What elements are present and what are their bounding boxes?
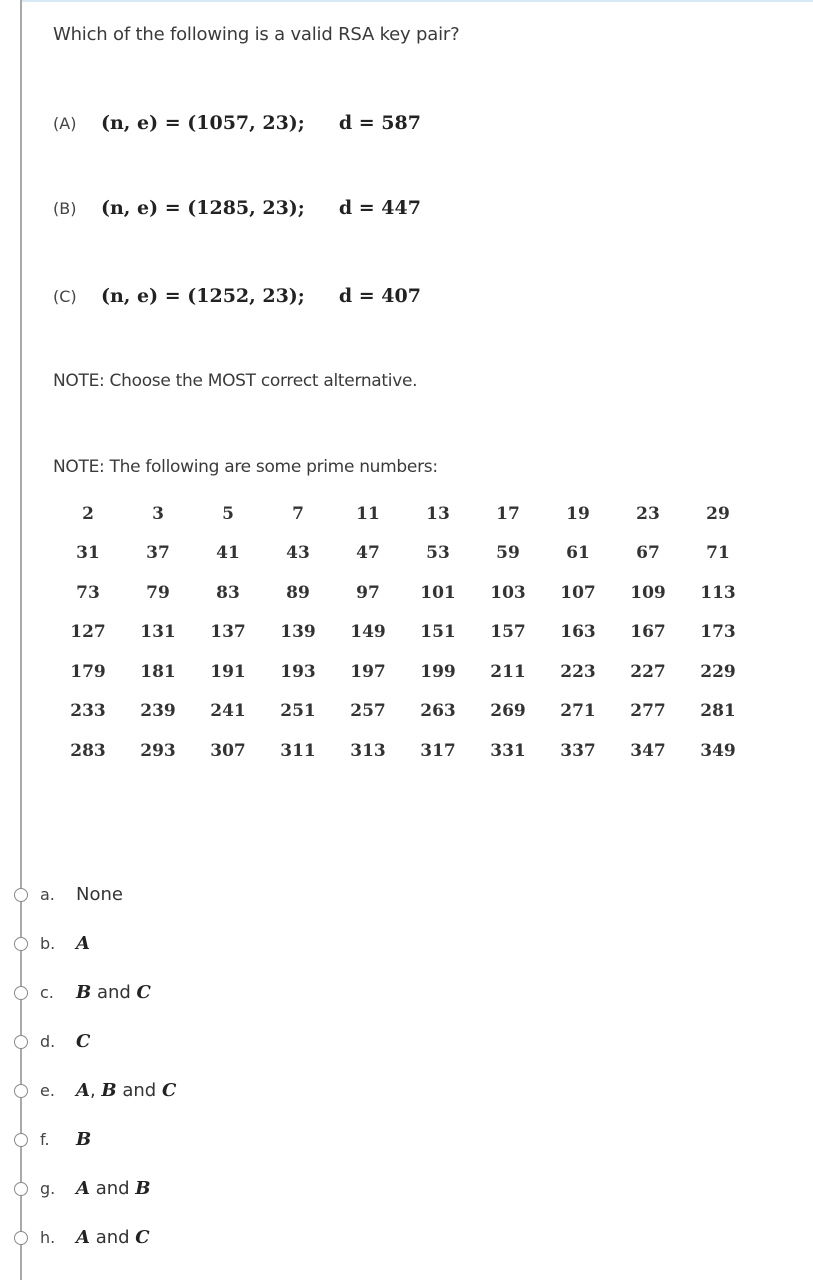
- radio-button[interactable]: [14, 888, 28, 902]
- prime-cell: 271: [560, 701, 596, 722]
- prime-cell: 137: [210, 622, 246, 643]
- option-letter: (B): [53, 198, 77, 218]
- choice-label: None: [76, 884, 123, 905]
- prime-cell: 277: [630, 701, 666, 722]
- top-border: [20, 0, 813, 2]
- prime-cell: 59: [496, 543, 520, 564]
- primes-row: [53, 573, 753, 613]
- prime-cell: 113: [700, 582, 736, 603]
- answer-choice-d[interactable]: [14, 1017, 176, 1066]
- radio-button[interactable]: [14, 986, 28, 1000]
- prime-cell: 293: [140, 740, 176, 761]
- prime-cell: 229: [700, 661, 736, 682]
- prime-cell: 151: [420, 622, 456, 643]
- prime-cell: 157: [490, 622, 526, 643]
- prime-cell: 347: [630, 740, 666, 761]
- radio-button[interactable]: [14, 937, 28, 951]
- prime-cell: 269: [490, 701, 526, 722]
- prime-cell: 251: [280, 701, 316, 722]
- prime-cell: 139: [280, 622, 316, 643]
- prime-cell: 173: [700, 622, 736, 643]
- choice-label: A and C: [76, 1227, 150, 1248]
- private-key: d = 407: [338, 285, 421, 307]
- radio-button[interactable]: [14, 1035, 28, 1049]
- prime-cell: 83: [216, 582, 240, 603]
- prime-cell: 311: [280, 740, 316, 761]
- prime-cell: 331: [490, 740, 526, 761]
- answer-choices: [14, 870, 176, 1262]
- prime-cell: 241: [210, 701, 246, 722]
- key-pair: (n, e) = (1252, 23);: [101, 285, 305, 307]
- answer-choice-a[interactable]: [14, 870, 176, 919]
- choice-label: A and B: [76, 1178, 151, 1199]
- radio-button[interactable]: [14, 1084, 28, 1098]
- answer-choice-h[interactable]: [14, 1213, 176, 1262]
- prime-cell: 7: [292, 503, 304, 524]
- prime-cell: 109: [630, 582, 666, 603]
- choice-letter: b.: [40, 934, 56, 953]
- radio-button[interactable]: [14, 1182, 28, 1196]
- prime-cell: 223: [560, 661, 596, 682]
- prime-cell: 257: [350, 701, 386, 722]
- prime-cell: 127: [70, 622, 106, 643]
- prime-cell: 317: [420, 740, 456, 761]
- prime-cell: 67: [636, 543, 660, 564]
- primes-table: [53, 494, 753, 771]
- prime-cell: 13: [426, 503, 450, 524]
- question-text: Which of the following is a valid RSA key pair?: [53, 24, 460, 45]
- prime-cell: 61: [566, 543, 590, 564]
- answer-choice-f[interactable]: [14, 1115, 176, 1164]
- option-math: [101, 197, 421, 219]
- prime-cell: 349: [700, 740, 736, 761]
- prime-cell: 47: [356, 543, 380, 564]
- choice-label: B and C: [76, 982, 151, 1003]
- choice-letter: g.: [40, 1179, 56, 1198]
- answer-choice-b[interactable]: [14, 919, 176, 968]
- key-pair: (n, e) = (1285, 23);: [101, 197, 305, 219]
- option-b: [53, 193, 421, 223]
- prime-cell: 197: [350, 661, 386, 682]
- private-key: d = 587: [338, 112, 421, 134]
- option-math: [101, 285, 421, 307]
- prime-cell: 5: [222, 503, 234, 524]
- prime-cell: 71: [706, 543, 730, 564]
- choice-letter: c.: [40, 983, 54, 1002]
- primes-row: [53, 534, 753, 574]
- radio-button[interactable]: [14, 1231, 28, 1245]
- choice-letter: d.: [40, 1032, 56, 1051]
- option-math: [101, 112, 421, 134]
- prime-cell: 179: [70, 661, 106, 682]
- prime-cell: 193: [280, 661, 316, 682]
- prime-cell: 103: [490, 582, 526, 603]
- prime-cell: 23: [636, 503, 660, 524]
- prime-cell: 31: [76, 543, 100, 564]
- prime-cell: 181: [140, 661, 176, 682]
- key-pair: (n, e) = (1057, 23);: [101, 112, 305, 134]
- choice-letter: f.: [40, 1130, 50, 1149]
- choice-letter: h.: [40, 1228, 56, 1247]
- prime-cell: 89: [286, 582, 310, 603]
- prime-cell: 211: [490, 661, 526, 682]
- answer-choice-g[interactable]: [14, 1164, 176, 1213]
- note-most-correct: NOTE: Choose the MOST correct alternative.: [53, 371, 418, 391]
- note-primes-intro: NOTE: The following are some prime numbers:: [53, 457, 438, 477]
- prime-cell: 29: [706, 503, 730, 524]
- prime-cell: 163: [560, 622, 596, 643]
- prime-cell: 227: [630, 661, 666, 682]
- prime-cell: 3: [152, 503, 164, 524]
- prime-cell: 19: [566, 503, 590, 524]
- prime-cell: 97: [356, 582, 380, 603]
- prime-cell: 43: [286, 543, 310, 564]
- choice-label: C: [76, 1031, 91, 1052]
- prime-cell: 11: [356, 503, 380, 524]
- prime-cell: 233: [70, 701, 106, 722]
- prime-cell: 283: [70, 740, 106, 761]
- choice-letter: a.: [40, 885, 55, 904]
- prime-cell: 53: [426, 543, 450, 564]
- prime-cell: 73: [76, 582, 100, 603]
- prime-cell: 199: [420, 661, 456, 682]
- prime-cell: 2: [82, 503, 94, 524]
- option-a: [53, 108, 421, 138]
- prime-cell: 101: [420, 582, 456, 603]
- prime-cell: 79: [146, 582, 170, 603]
- option-c: [53, 281, 421, 311]
- prime-cell: 337: [560, 740, 596, 761]
- option-letter: (A): [53, 113, 77, 133]
- prime-cell: 131: [140, 622, 176, 643]
- prime-cell: 307: [210, 740, 246, 761]
- primes-row: [53, 731, 753, 771]
- prime-cell: 239: [140, 701, 176, 722]
- primes-row: [53, 692, 753, 732]
- prime-cell: 313: [350, 740, 386, 761]
- choice-label: A: [76, 933, 90, 954]
- prime-cell: 167: [630, 622, 666, 643]
- primes-row: [53, 613, 753, 653]
- prime-cell: 41: [216, 543, 240, 564]
- option-letter: (C): [53, 286, 77, 306]
- prime-cell: 149: [350, 622, 386, 643]
- choice-letter: e.: [40, 1081, 55, 1100]
- choice-label: B: [76, 1129, 92, 1150]
- radio-button[interactable]: [14, 1133, 28, 1147]
- private-key: d = 447: [338, 197, 421, 219]
- answer-choice-c[interactable]: [14, 968, 176, 1017]
- prime-cell: 263: [420, 701, 456, 722]
- choice-label: A, B and C: [76, 1080, 177, 1101]
- prime-cell: 191: [210, 661, 246, 682]
- prime-cell: 17: [496, 503, 520, 524]
- answer-choice-e[interactable]: [14, 1066, 176, 1115]
- primes-row: [53, 494, 753, 534]
- primes-row: [53, 652, 753, 692]
- prime-cell: 281: [700, 701, 736, 722]
- prime-cell: 107: [560, 582, 596, 603]
- prime-cell: 37: [146, 543, 170, 564]
